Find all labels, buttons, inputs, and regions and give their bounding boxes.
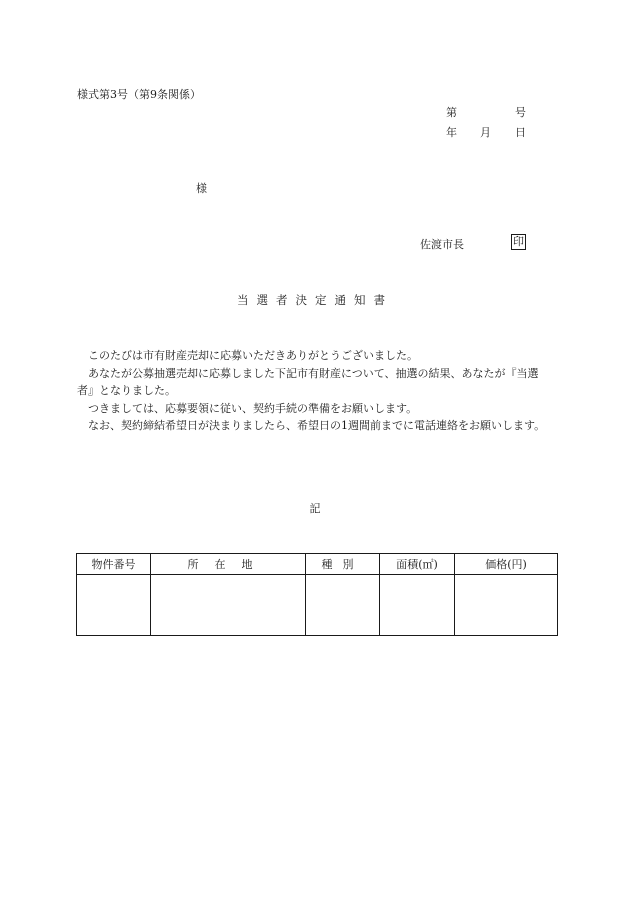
cell-location: [151, 575, 306, 636]
header-type: 種別: [306, 554, 380, 575]
cell-type: [306, 575, 380, 636]
body-text: [77, 347, 555, 435]
form-code: 様式第3号（第9条関係）: [77, 88, 201, 101]
header-price: 価格(円): [455, 554, 558, 575]
table-header-row: [77, 554, 558, 575]
date-day-label: 日: [515, 126, 526, 139]
date-month-label: 月: [480, 126, 491, 139]
cell-area: [380, 575, 455, 636]
recipient-honorific: 様: [196, 182, 207, 195]
header-area: 面積(㎡): [380, 554, 455, 575]
header-location: 所在地: [151, 554, 306, 575]
date-year-label: 年: [446, 126, 457, 139]
body-paragraph-1: このたびは市有財産売却に応募いただきありがとうございました。: [88, 349, 418, 362]
property-table: [76, 553, 558, 636]
document-number-label: 第: [446, 106, 457, 119]
document-number-suffix: 号: [515, 106, 526, 119]
issuer-title: 佐渡市長: [420, 238, 464, 251]
document-title: 当選者決定通知書: [237, 293, 393, 307]
body-paragraph-2: あなたが公募抽選売却に応募しました下記市有財産について、抽選の結果、あなたが『当選者』となりました。: [77, 366, 539, 397]
ki-heading: 記: [309, 502, 321, 515]
seal-stamp: 印: [513, 235, 524, 248]
cell-price: [455, 575, 558, 636]
body-paragraph-3: つきましては、応募要領に従い、契約手続の準備をお願いします。: [88, 401, 418, 415]
cell-property-number: [77, 575, 151, 636]
body-paragraph-4: なお、契約締結希望日が決まりましたら、希望日の1週間前までに電話連絡をお願いします。: [88, 419, 546, 432]
header-property-number: 物件番号: [77, 554, 151, 575]
table-row: [77, 575, 558, 636]
